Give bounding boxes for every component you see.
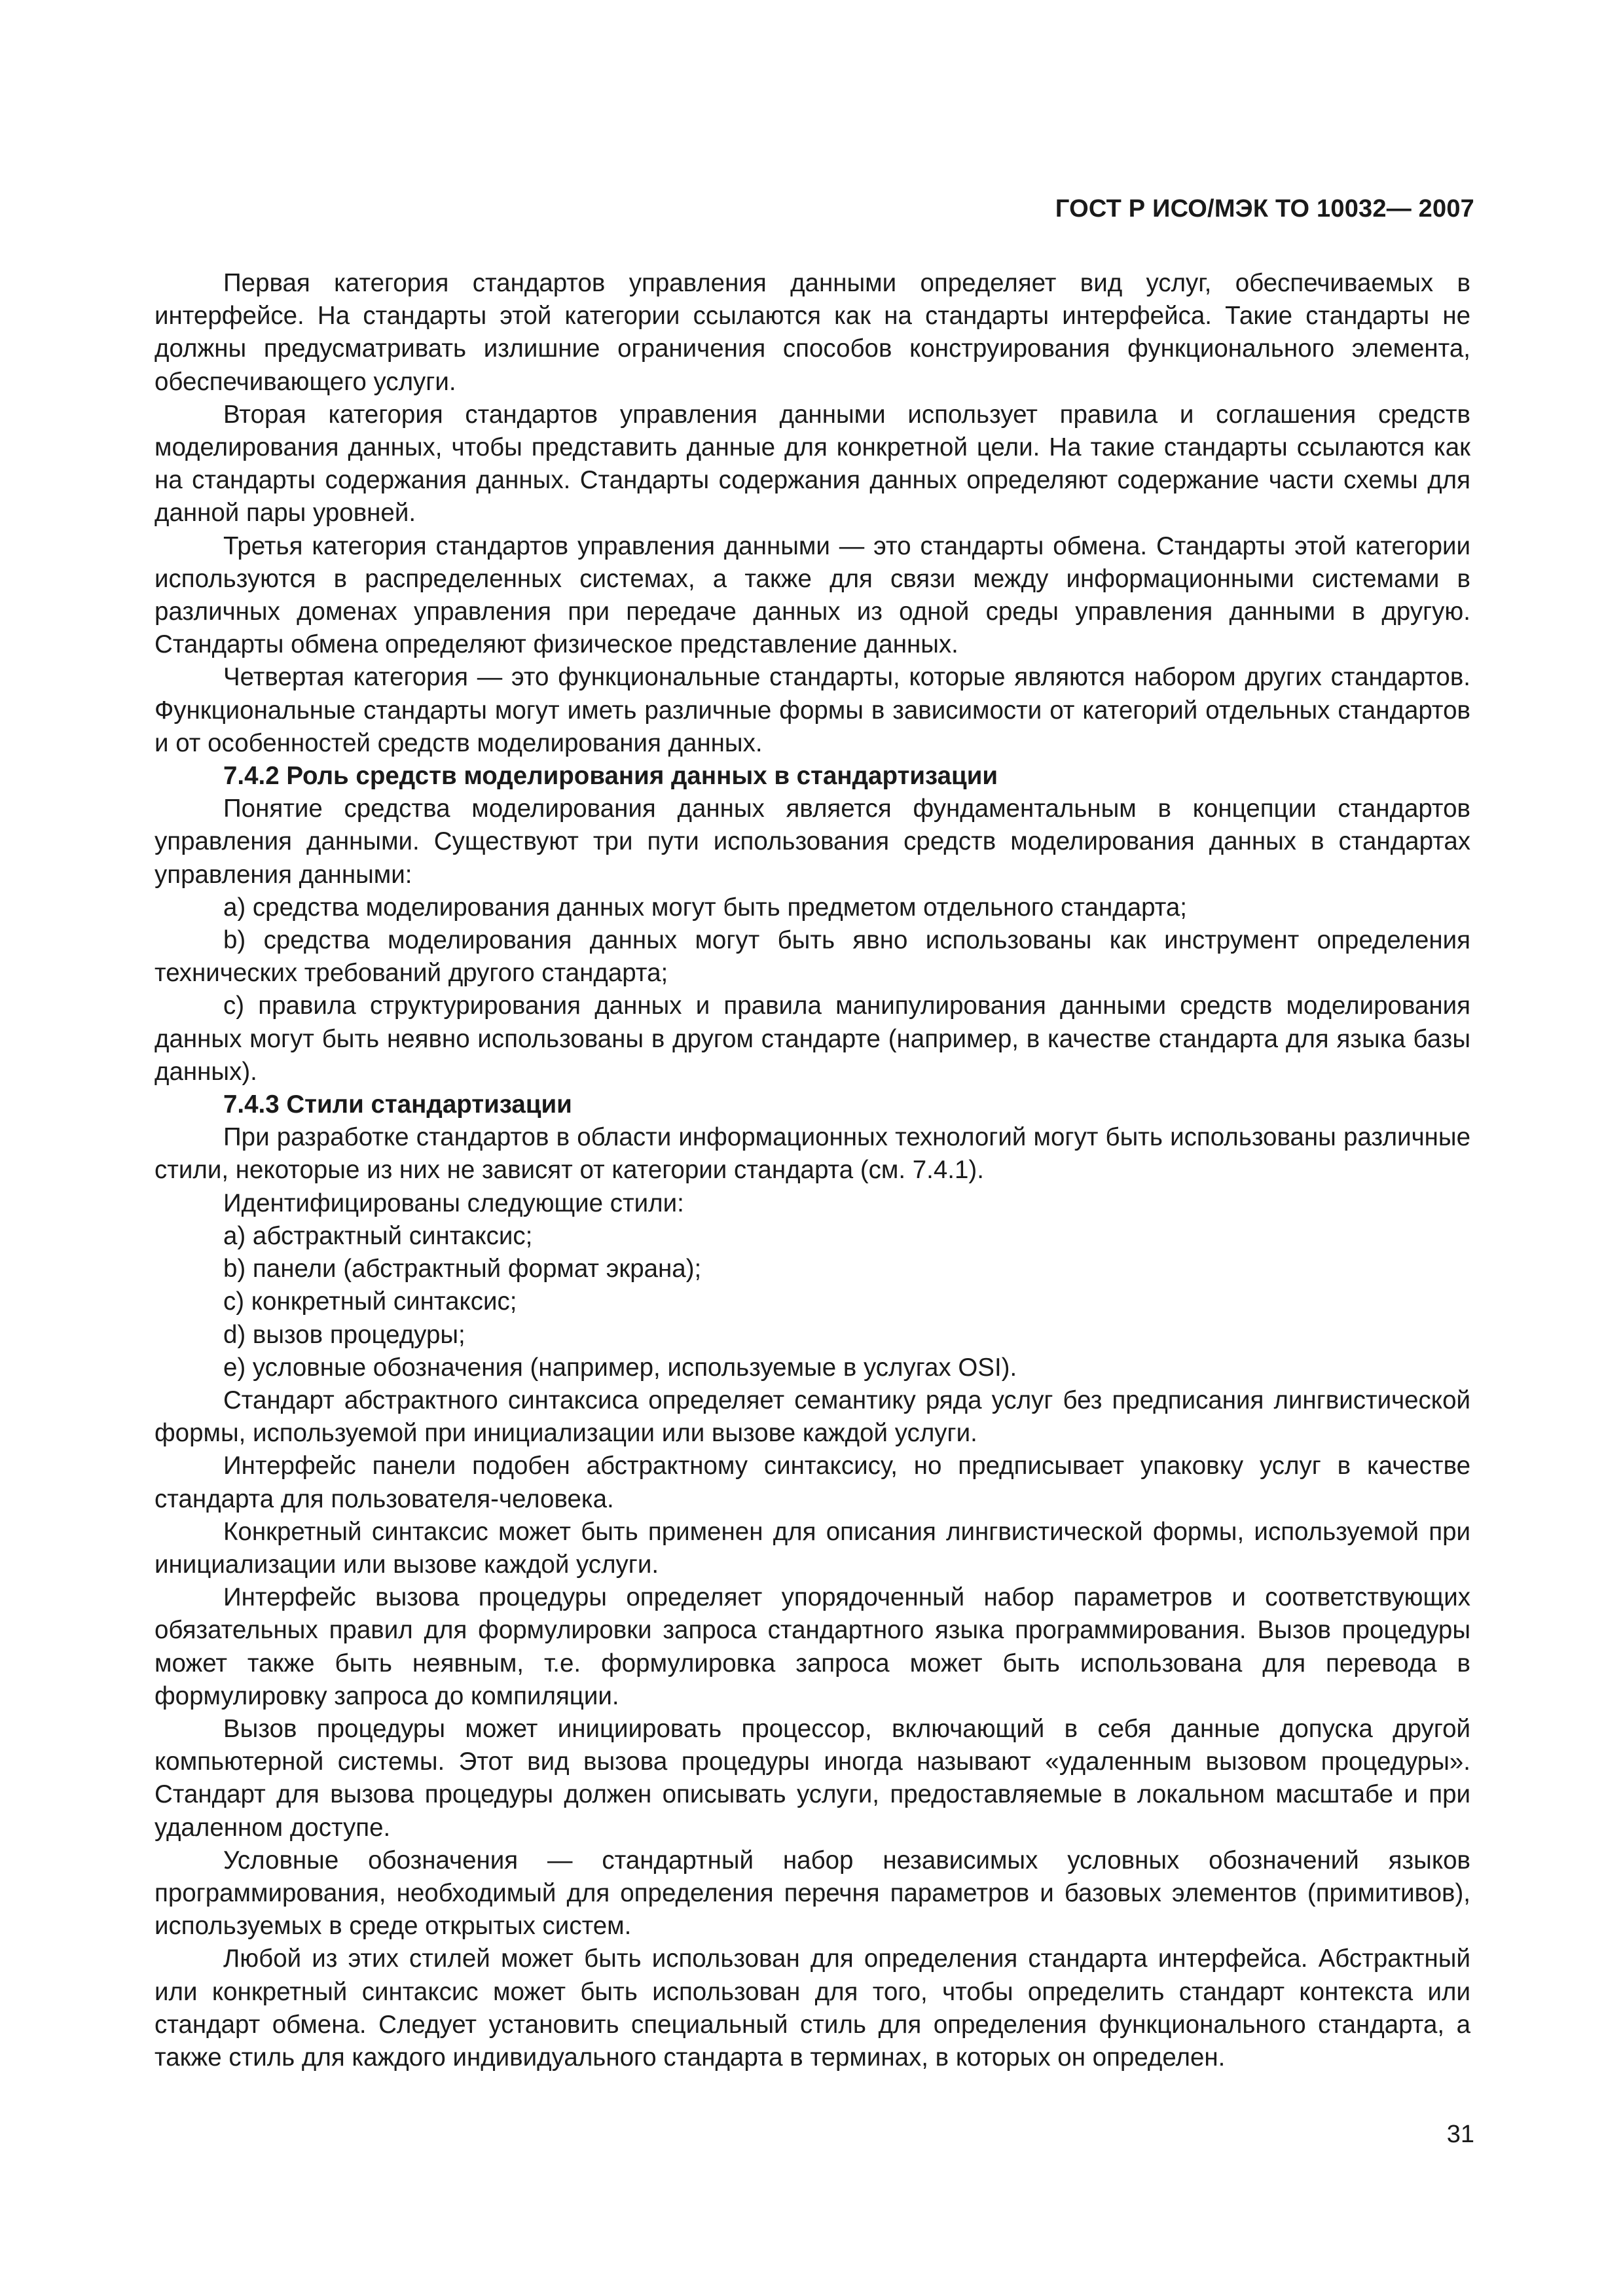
paragraph-category-3: Третья категория стандартов управления данными — это стандарты обмена. Стандарты этой категории используются в распределенных системах, а также для связи между информационными системами в различных доменах управления при передаче данных из одной среды управления данными в другую. Стандарты обмена определяют физическое представление данных. xyxy=(155,531,1470,659)
list-item-a: а) средства моделирования данных могут быть предметом отдельного стандарта; xyxy=(223,893,1188,922)
style-item-c: с) конкретный синтаксис; xyxy=(223,1287,517,1316)
document-code-header: ГОСТ Р ИСО/МЭК ТО 10032— 2007 xyxy=(1055,195,1474,223)
paragraph-concrete-syntax: Конкретный синтаксис может быть применен для описания лингвистической формы, используемой при инициализации или вызове каждой услуги. xyxy=(155,1517,1470,1579)
paragraph-category-4: Четвертая категория — это функциональные стандарты, которые являются набором других стандартов. Функциональные стандарты могут иметь различные формы в зависимости от категорий отдельных стандартов и от особенностей средств моделирования данных. xyxy=(155,663,1470,757)
page-number: 31 xyxy=(1446,2121,1474,2148)
list-item-c: с) правила структурирования данных и правила манипулирования данными средств моделирования данных могут быть неявно использованы в другом стандарте (например, в качестве стандарта для языка базы данных). xyxy=(155,992,1470,1086)
paragraph-panel-interface: Интерфейс панели подобен абстрактному синтаксису, но предписывает упаковку услуг в качестве стандарта для пользователя-человека. xyxy=(155,1452,1470,1513)
section-heading-7-4-2: 7.4.2 Роль средств моделирования данных в стандартизации xyxy=(223,762,998,791)
paragraph-remote-procedure-call: Вызов процедуры может инициировать процессор, включающий в себя данные допуска другой компьютерной системы. Этот вид вызова процедуры иногда называют «удаленным вызовом процедуры». Стандарт для вызова процедуры должен описывать услуги, предоставляемые в локальном масштабе и при удаленном доступе. xyxy=(155,1714,1470,1842)
paragraph-styles-identified: Идентифицированы следующие стили: xyxy=(223,1189,684,1217)
section-heading-7-4-3: 7.4.3 Стили стандартизации xyxy=(223,1090,572,1119)
paragraph-conventions: Условные обозначения — стандартный набор независимых условных обозначений языков программирования, необходимый для определения перечня параметров и базовых элементов (примитивов), используемых в среде открытых систем. xyxy=(155,1846,1470,1941)
style-item-a: а) абстрактный синтаксис; xyxy=(223,1221,533,1250)
body-text xyxy=(155,267,1470,2074)
paragraph-abstract-syntax: Стандарт абстрактного синтаксиса определяет семантику ряда услуг без предписания лингвистической формы, используемой при инициализации или вызове каждой услуги. xyxy=(155,1386,1470,1448)
paragraph-category-2: Вторая категория стандартов управления данными использует правила и соглашения средств моделирования данных, чтобы представить данные для конкретной цели. На такие стандарты ссылаются как на стандарты содержания данных. Стандарты содержания данных определяют содержание части схемы для данной пары уровней. xyxy=(155,400,1470,528)
style-item-b: b) панели (абстрактный формат экрана); xyxy=(223,1255,702,1283)
paragraph-styles-intro: При разработке стандартов в области информационных технологий могут быть использованы различные стили, некоторые из них не зависят от категории стандарта (см. 7.4.1). xyxy=(155,1123,1470,1185)
style-item-e: е) условные обозначения (например, используемые в услугах OSI). xyxy=(223,1353,1017,1382)
style-item-d: d) вызов процедуры; xyxy=(223,1320,465,1349)
paragraph-procedure-call: Интерфейс вызова процедуры определяет упорядоченный набор параметров и соответствующих обязательных правил для формулировки запроса стандартного языка программирования. Вызов процедуры может также быть неявным, т.е. формулировка запроса может быть использована для перевода в формулировку запроса до компиляции. xyxy=(155,1583,1470,1710)
paragraph-category-1: Первая категория стандартов управления данными определяет вид услуг, обеспечиваемых в интерфейсе. На стандарты этой категории ссылаются как на стандарты интерфейса. Такие стандарты не должны предусматривать излишние ограничения способов конструирования функционального элемента, обеспечивающего услуги. xyxy=(155,269,1470,396)
paragraph-modeling-intro: Понятие средства моделирования данных является фундаментальным в концепции стандартов управления данными. Существуют три пути использования средств моделирования данных в стандартах управления данными: xyxy=(155,795,1470,889)
list-item-b: b) средства моделирования данных могут быть явно использованы как инструмент определения технических требований другого стандарта; xyxy=(155,926,1470,988)
paragraph-style-usage: Любой из этих стилей может быть использован для определения стандарта интерфейса. Абстрактный или конкретный синтаксис может быть использован для того, чтобы определить стандарт контекста или стандарт обмена. Следует установить специальный стиль для определения функционального стандарта, а также стиль для каждого индивидуального стандарта в терминах, в которых он определен. xyxy=(155,1945,1470,2072)
